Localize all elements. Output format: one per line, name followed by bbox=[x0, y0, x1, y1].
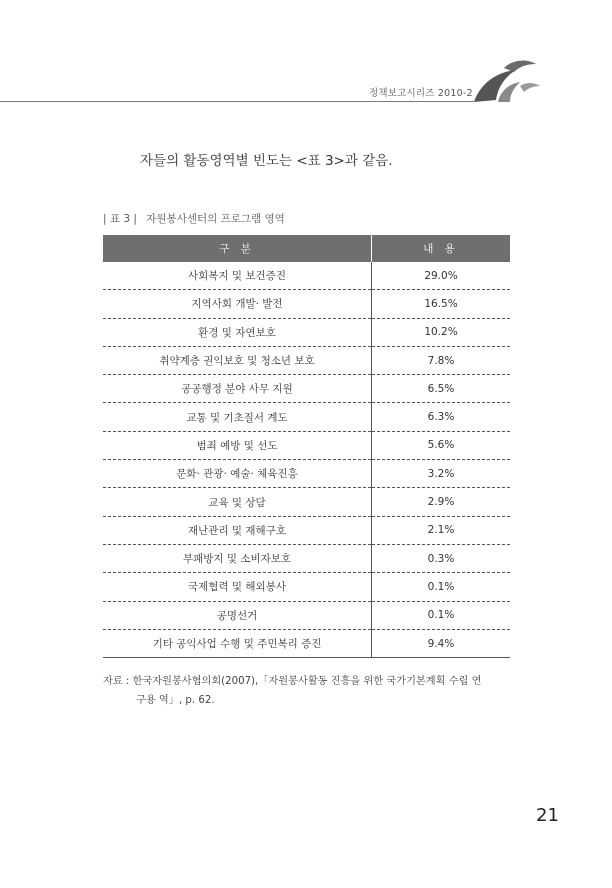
value-cell: 2.1% bbox=[372, 516, 511, 544]
value-cell: 6.5% bbox=[372, 375, 511, 403]
category-cell: 지역사회 개발‧ 발전 bbox=[103, 290, 372, 318]
table-row bbox=[103, 601, 510, 629]
value-cell: 0.3% bbox=[372, 544, 511, 572]
value-cell: 2.9% bbox=[372, 488, 511, 516]
column-header-category: 구 분 bbox=[103, 235, 372, 262]
value-cell: 6.3% bbox=[372, 403, 511, 431]
table-row bbox=[103, 460, 510, 488]
table-row bbox=[103, 318, 510, 346]
value-cell: 5.6% bbox=[372, 431, 511, 459]
value-cell: 0.1% bbox=[372, 601, 511, 629]
value-cell: 9.4% bbox=[372, 629, 511, 657]
category-cell: 교통 및 기초질서 계도 bbox=[103, 403, 372, 431]
category-cell: 사회복지 및 보건증진 bbox=[103, 262, 372, 290]
table-row bbox=[103, 544, 510, 572]
source-note bbox=[103, 672, 513, 710]
series-title: 정책보고시리즈 2010-2 bbox=[369, 88, 473, 99]
category-cell: 국제협력 및 해외봉사 bbox=[103, 573, 372, 601]
value-cell: 3.2% bbox=[372, 460, 511, 488]
category-cell: 공명선거 bbox=[103, 601, 372, 629]
table-row bbox=[103, 346, 510, 374]
table-row bbox=[103, 403, 510, 431]
category-cell: 교육 및 상담 bbox=[103, 488, 372, 516]
value-cell: 7.8% bbox=[372, 346, 511, 374]
source-line-1: 자료 : 한국자원봉사협의회(2007),「자원봉사활동 진흥을 위한 국가기본계획 수립 연 bbox=[103, 676, 482, 687]
table-row bbox=[103, 290, 510, 318]
table-row bbox=[103, 431, 510, 459]
category-cell: 문화‧ 관광‧ 예술‧ 체육진흥 bbox=[103, 460, 372, 488]
value-cell: 29.0% bbox=[372, 262, 511, 290]
category-cell: 취약계층 권익보호 및 청소년 보호 bbox=[103, 346, 372, 374]
table-title: 자원봉사센터의 프로그램 영역 bbox=[146, 213, 285, 225]
page-number: 21 bbox=[536, 805, 559, 826]
table-header-row bbox=[103, 235, 510, 262]
table-body bbox=[103, 262, 510, 658]
table-row bbox=[103, 629, 510, 657]
program-area-table bbox=[103, 235, 510, 658]
value-cell: 0.1% bbox=[372, 573, 511, 601]
category-cell: 범죄 예방 및 선도 bbox=[103, 431, 372, 459]
category-cell: 재난관리 및 재해구호 bbox=[103, 516, 372, 544]
table-label: | 표 3 | bbox=[103, 213, 137, 225]
value-cell: 16.5% bbox=[372, 290, 511, 318]
bird-logo-icon bbox=[470, 56, 542, 106]
value-cell: 10.2% bbox=[372, 318, 511, 346]
column-header-value: 내 용 bbox=[372, 235, 511, 262]
source-line-2: 구용 역」, p. 62. bbox=[136, 695, 215, 706]
table-row bbox=[103, 488, 510, 516]
category-cell: 기타 공익사업 수행 및 주민복리 증진 bbox=[103, 629, 372, 657]
table-row bbox=[103, 573, 510, 601]
intro-text: 자들의 활동영역별 빈도는 <표 3>과 같음. bbox=[140, 153, 393, 169]
header-rule bbox=[0, 101, 474, 102]
table-row bbox=[103, 375, 510, 403]
table-caption bbox=[103, 211, 285, 226]
table-row bbox=[103, 516, 510, 544]
category-cell: 부패방지 및 소비자보호 bbox=[103, 544, 372, 572]
category-cell: 환경 및 자연보호 bbox=[103, 318, 372, 346]
category-cell: 공공행정 분야 사무 지원 bbox=[103, 375, 372, 403]
table-row bbox=[103, 262, 510, 290]
